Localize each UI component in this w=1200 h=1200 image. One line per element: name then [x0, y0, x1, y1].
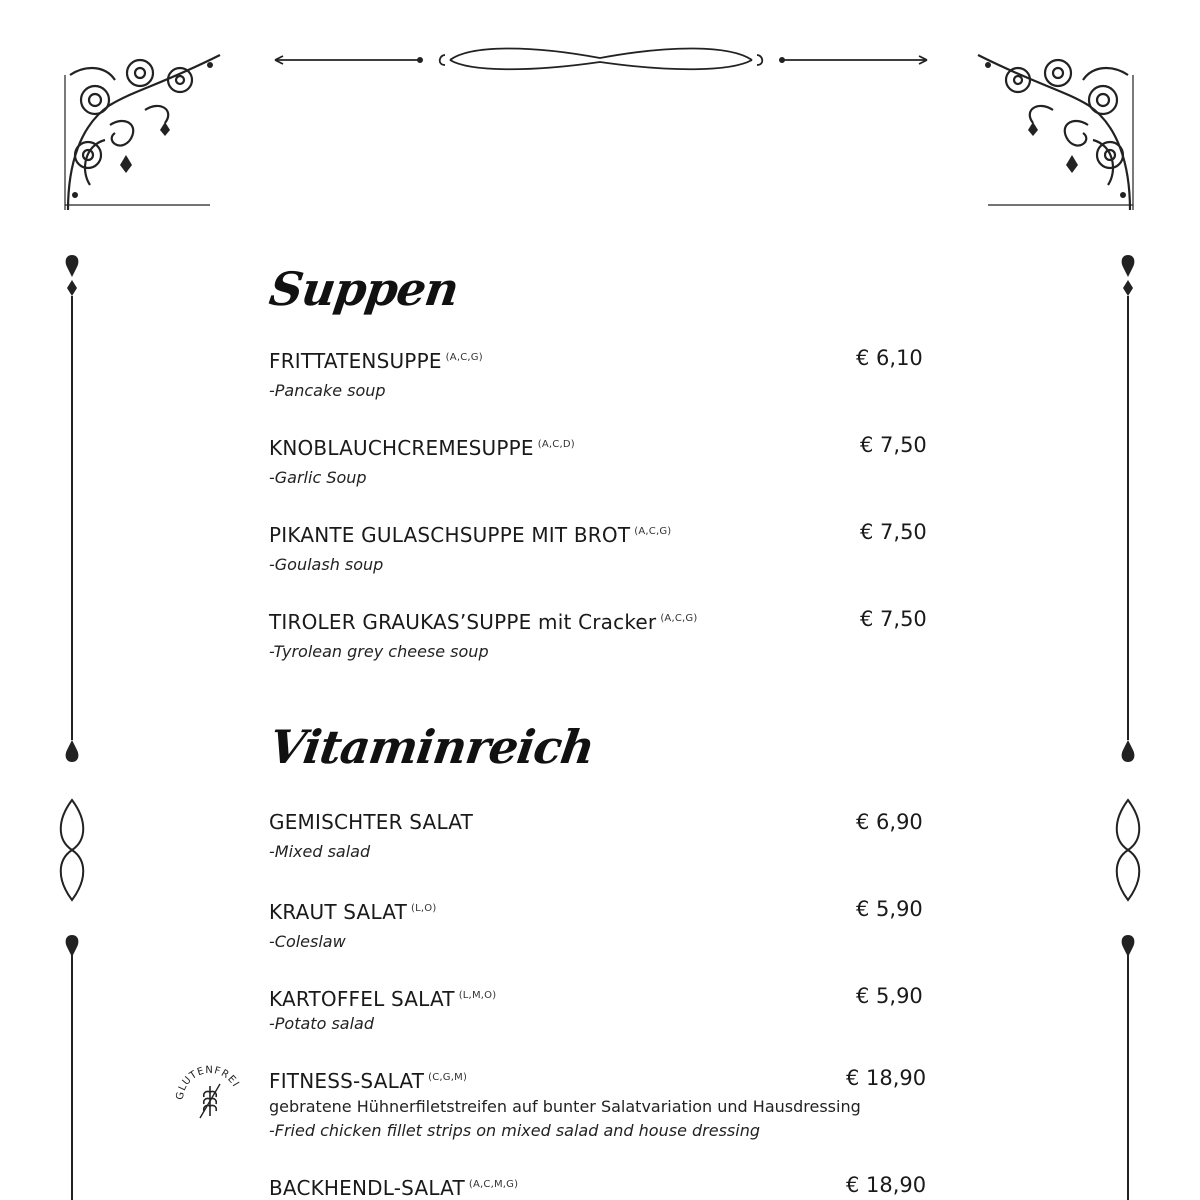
- top-right-corner-ornament: [968, 45, 1138, 215]
- item-allergens: (A,C,M,G): [468, 1179, 519, 1190]
- gluten-free-badge-icon: [172, 1062, 248, 1138]
- menu-item: [269, 1173, 929, 1200]
- item-allergens: (C,G,M): [428, 1072, 468, 1083]
- menu-item: [269, 346, 929, 402]
- menu-item: [269, 1066, 949, 1142]
- top-left-corner-ornament: [60, 45, 230, 215]
- section-title-suppen: Suppen: [266, 262, 462, 316]
- menu-item: [269, 897, 929, 953]
- item-allergens: (L,O): [411, 903, 437, 914]
- item-english-description: -Pancake soup: [269, 381, 386, 400]
- menu-item: [269, 520, 929, 576]
- item-name: PIKANTE GULASCHSUPPE MIT BROT: [269, 523, 631, 547]
- item-name: KARTOFFEL SALAT: [269, 987, 455, 1011]
- item-name: KRAUT SALAT: [269, 900, 407, 924]
- item-german-description: gebratene Hühnerfiletstreifen auf bunter Salatvariation und Hausdressing: [269, 1097, 861, 1116]
- item-price: € 18,90: [846, 1173, 927, 1197]
- section-title-vitaminreich: Vitaminreich: [266, 720, 598, 774]
- item-name: FRITTATENSUPPE: [269, 349, 442, 373]
- item-english-description: -Coleslaw: [269, 932, 346, 951]
- item-price: € 7,50: [860, 607, 927, 631]
- item-price: € 6,10: [856, 346, 923, 370]
- item-price: € 5,90: [856, 897, 923, 921]
- item-price: € 7,50: [860, 520, 927, 544]
- item-price: € 18,90: [846, 1066, 927, 1090]
- item-english-description: -Potato salad: [269, 1014, 374, 1033]
- item-price: € 5,90: [856, 984, 923, 1008]
- item-allergens: (A,C,G): [634, 526, 672, 537]
- svg-text:GLUTENFREI: [175, 1065, 241, 1101]
- item-price: € 7,50: [860, 433, 927, 457]
- item-english-description: -Garlic Soup: [269, 468, 367, 487]
- item-english-description: -Tyrolean grey cheese soup: [269, 642, 489, 661]
- right-border-ornament: [1108, 250, 1148, 1200]
- item-allergens: (A,C,G): [660, 613, 698, 624]
- menu-item: [269, 810, 929, 863]
- item-price: € 6,90: [856, 810, 923, 834]
- item-name: TIROLER GRAUKAS’SUPPE mit Cracker: [269, 610, 657, 634]
- item-english-description: -Goulash soup: [269, 555, 384, 574]
- menu-item: [269, 433, 929, 489]
- left-border-ornament: [52, 250, 92, 1200]
- item-english-description: -Mixed salad: [269, 842, 371, 861]
- item-name: BACKHENDL-SALAT: [269, 1176, 465, 1200]
- menu-item: [269, 607, 929, 663]
- top-center-flourish-ornament: [270, 40, 932, 80]
- badge-text: GLUTENFREI: [174, 1064, 242, 1101]
- item-allergens: (A,C,D): [537, 439, 575, 450]
- item-name: GEMISCHTER SALAT: [269, 810, 473, 834]
- menu-item: [269, 984, 929, 1035]
- item-name: KNOBLAUCHCREMESUPPE: [269, 436, 534, 460]
- item-english-description: -Fried chicken fillet strips on mixed salad and house dressing: [269, 1121, 760, 1140]
- item-allergens: (A,C,G): [445, 352, 483, 363]
- item-allergens: (L,M,O): [458, 990, 497, 1001]
- item-name: FITNESS-SALAT: [269, 1069, 425, 1093]
